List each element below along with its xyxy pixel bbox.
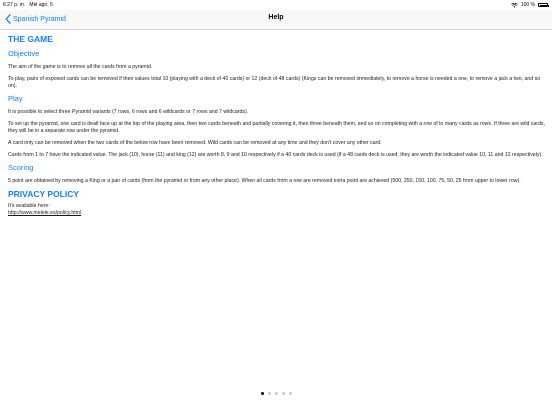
- play-paragraph-4: Cards from 1 to 7 have the indicated value. The jack (10), horse (11) and king (12) are worth 8, 9 and 10 respectively if a 40 cards deck is used (if a 48 cards deck is used, they are worth the indicated value 10, 11 and 12 respectively).: [8, 152, 543, 158]
- objective-paragraph-1: The aim of the game is to remove all the cards from a pyramid.: [8, 64, 153, 70]
- scoring-paragraph-1: 5 point are obtained by removing a King or a pair of cards (from the pyramid or from any other place). When all cards from a row are removed extra point are achieved (500, 250, 150, 100, 75, 50, 25 from upper to lower row).: [8, 178, 521, 184]
- battery-icon: [538, 3, 548, 7]
- play-paragraph-2: To set up the pyramid, one card is dealt face up at the top of the playing area, then two cards beneath and partially covering it, then three beneath them, and so on completing with a row of to many cards as rows. If three are wild cards, they will be in a separate row under the pyramid.: [8, 121, 545, 134]
- page-dot[interactable]: [261, 392, 264, 395]
- objective-heading: Objective: [8, 49, 40, 58]
- wifi-icon: [511, 3, 518, 8]
- battery-percent: 100 %: [520, 2, 535, 8]
- status-bar: [0, 0, 552, 10]
- back-button-label: Spanish Pyramid: [13, 15, 66, 23]
- page-dot[interactable]: [275, 392, 278, 395]
- play-heading: Play: [8, 94, 23, 103]
- privacy-text: It's available here:: [8, 203, 50, 209]
- battery-level: [540, 5, 547, 6]
- scoring-heading: Scoring: [8, 163, 34, 172]
- status-time: 6:27 p. m.: [3, 2, 26, 8]
- privacy-policy-link[interactable]: http://www.melele.es/policy.html: [8, 210, 82, 216]
- page-dot[interactable]: [282, 392, 285, 395]
- status-left: [3, 0, 53, 10]
- page-title: Help: [268, 14, 284, 21]
- play-paragraph-3: A card only can be removed when the two cards of the below row have been removed. Wild cards can be removed at any time and they don't cover any other card.: [8, 140, 382, 146]
- privacy-heading: PRIVACY POLICY: [8, 189, 80, 199]
- page-dot[interactable]: [268, 392, 271, 395]
- objective-paragraph-2: To play, pairs of exposed cards can be removed if their values total 10 (playing with a deck of 40 cards) or 12 (deck of 48 cards) (Kings can be removed immediately, to remove a horse is needed a one, to remove a jack a two, and so on).: [8, 76, 541, 89]
- privacy-paragraph: [8, 203, 546, 217]
- play-paragraph-1: It is possible to select three Pyramid variants (7 rows, 6 rows and 6 wildcards or 7 rows and 7 wildcards).: [8, 109, 249, 115]
- help-content: [8, 30, 546, 217]
- navigation-bar: [0, 10, 552, 30]
- page-indicator[interactable]: [0, 392, 552, 395]
- game-heading: THE GAME: [8, 34, 53, 44]
- status-right: [511, 0, 548, 10]
- status-date: Mié ago. 5: [29, 2, 53, 8]
- page-dot[interactable]: [289, 392, 292, 395]
